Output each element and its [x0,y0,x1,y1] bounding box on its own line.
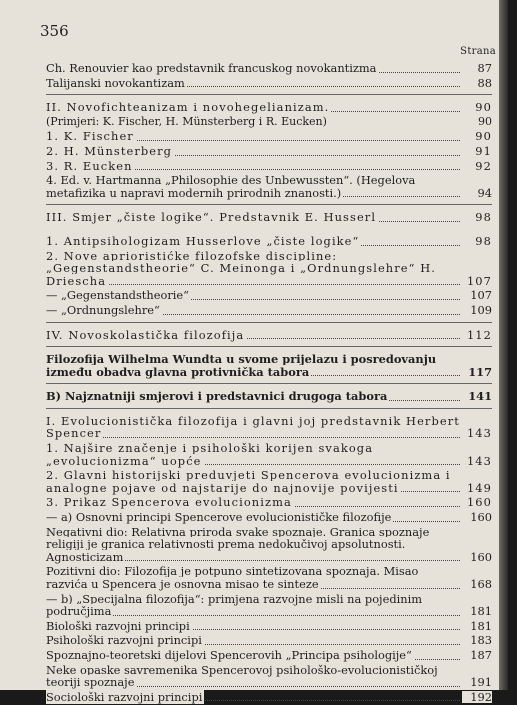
toc-page-number: 90 [462,116,492,129]
toc-entry: — „Ordnungslehre“ 109 [46,302,492,317]
toc-entry: (Primjeri: K. Fischer, H. Münsterberg i R. Eucken) 90 [46,114,492,128]
section-divider [46,383,492,384]
toc-section-heading: IV. Novoskolastička filozofija 112 [46,327,492,342]
toc-entry: Spoznajno-teoretski dijelovi Spencerovih „Principa psihologije“ 187 [46,647,492,662]
toc-page-number: 87 [462,62,492,75]
toc-section-heading: II. Novofichteanizam i novohegelianizam. 90 [46,100,492,115]
toc-page-number: 187 [462,649,492,662]
toc-page-number: 141 [462,390,492,403]
toc-page-number: 90 [462,130,492,143]
section-divider [46,94,492,95]
toc-entry: Pozitivni dio: Filozofija je potpuno sintetizovana spoznaja. Misao razvića u Spencera je osnovna misao te sinteze 168 [46,564,492,591]
toc-page-number: 143 [462,455,492,468]
toc-page-number: 98 [462,235,492,248]
section-divider [46,408,492,409]
toc-entry: — a) Osnovni principi Spencerove evolucionističke filozofije 160 [46,510,492,525]
toc-entry: 1. Antipsihologizam Husserlove „čiste logike“ 98 [46,233,492,248]
book-page-edge [499,0,508,690]
toc-page-number: 181 [462,620,492,633]
toc-page-number: 90 [462,101,492,114]
toc-page-number: 88 [462,77,492,90]
toc-section-heading: III. Smjer „čiste logike“. Predstavnik E. Husserl 98 [46,210,492,225]
toc-page-number: 91 [462,145,492,158]
toc-entry: Ch. Renouvier kao predstavnik francuskog novokantizma 87 [46,61,492,75]
section-divider [46,346,492,347]
toc-entry: Talijanski novokantizam 88 [46,75,492,90]
page-column-header: Strana [460,46,496,57]
toc-entry: 1. K. Fischer 90 [46,129,492,144]
toc-entry: Negativni dio: Relativna priroda svake spoznaje. Granica spoznaje religiji je granica relativnosti prema nedokučivoj apsolutnosti. Agnosticizam 160 [46,524,492,564]
toc-page-number: 181 [462,605,492,618]
table-of-contents [46,62,492,705]
toc-section-heading: B) Najznatniji smjerovi i predstavnici drugoga tabora 141 [46,389,492,404]
toc-page-number: 160 [462,496,492,509]
toc-entry: Biološki razvojni principi 181 [46,618,492,633]
toc-page-number: 92 [462,160,492,173]
toc-entry: 1. Najšire značenje i psihološki korijen svakoga „evolucionizma“ uopće 143 [46,441,492,468]
section-divider [46,322,492,323]
toc-page-number: 183 [462,634,492,647]
toc-page-number: 107 [462,275,492,288]
toc-entry: — „Gegenstandstheorie“ 107 [46,288,492,303]
toc-page-number: 143 [462,427,492,440]
toc-page-number: 94 [462,187,492,200]
page-number: 356 [40,22,69,40]
toc-entry: 4. Ed. v. Hartmanna „Philosophie des Unbewussten“. (Hegelova metafizika u napravi modernih prirodnih znanosti.) 94 [46,173,492,200]
toc-entry: Neke opaske savremenika Spencerovoj psihološko-evolucionističkoj teoriji spoznaje 191 [46,662,492,690]
toc-page-number: 192 [462,691,492,704]
toc-page-number: 117 [462,366,492,379]
toc-entry: 3. Prikaz Spencerova evolucionizma 160 [46,495,492,510]
toc-page-number: 109 [462,304,492,317]
toc-entry: 3. R. Eucken 92 [46,158,492,173]
toc-entry: — b) „Specijalna filozofija“: primjena razvojne misli na pojedinim područjima 181 [46,591,492,619]
toc-page-number: 98 [462,211,492,224]
toc-page-number: 191 [462,676,492,689]
toc-page-number: 160 [462,551,492,564]
toc-entry: Sociološki razvojni principi 192 [46,689,492,704]
toc-page-number: 168 [462,578,492,591]
toc-entry: Psihološki razvojni principi 183 [46,633,492,648]
toc-page-number: 149 [462,482,492,495]
toc-entry: Filozofija Wilhelma Wundta u svome prijelazu i posredovanju između obadva glavna protivnička tabora 117 [46,352,492,379]
toc-page-number: 160 [462,511,492,524]
toc-entry: 2. Glavni historijski preduvjeti Spencerova evolucionizma i analogne pojave od najstarije do najnovije povijesti 149 [46,468,492,495]
section-divider [46,204,492,205]
toc-page-number: 112 [462,329,492,342]
toc-entry: 2. H. Münsterberg 91 [46,143,492,158]
toc-section-heading: I. Evolucionistička filozofija i glavni joj predstavnik Herbert Spencer 143 [46,413,492,441]
toc-entry: 2. Nove aprioristićke filozofske discipline: „Gegenstandstheorie“ C. Meinonga i „Ordnungslehre“ H. Driescha 107 [46,248,492,288]
toc-page-number: 107 [462,289,492,302]
